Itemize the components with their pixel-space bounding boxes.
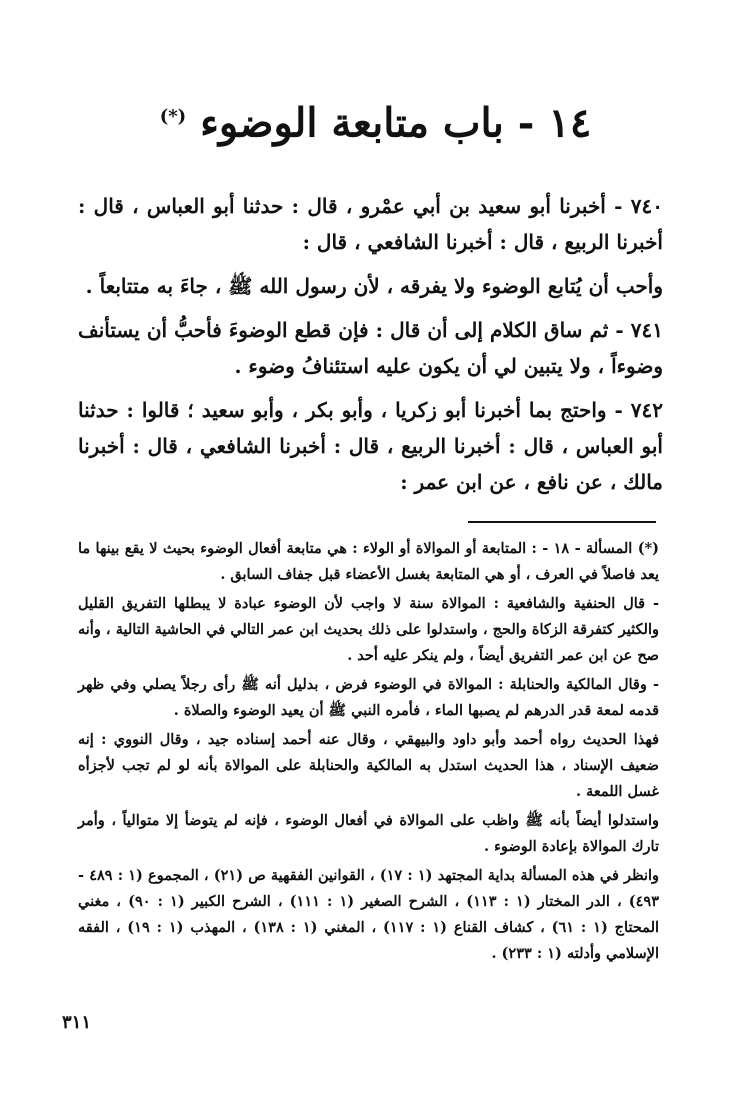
chapter-title-text: ١٤ - باب متابعة الوضوء	[200, 99, 592, 147]
paragraph-740-quote: وأحب أن يُتابع الوضوء ولا يفرقه ، لأن رسول الله ﷺ ، جاءَ به متتابعاً .	[85, 274, 663, 298]
page-number: ٣١١	[62, 1012, 92, 1033]
footnote-hadith-grading: فهذا الحديث رواه أحمد وأبو داود والبيهقي ، وقال عنه أحمد إسناده جيد ، وقال النووي : إنه ضعيف الإسناد ، هذا الحديث استدل به المالكية والحنابلة على الموالاة بأنه لو لم تجب لأجزأه غسل اللمعة .	[78, 731, 659, 800]
paragraph-741: ٧٤١ - ثم ساق الكلام إلى أن قال : فإن قطع الوضوءَ فأحبُّ أن يستأنف وضوءاً ، ولا يتبين لي أن يكون عليه استئنافُ وضوء .	[78, 318, 663, 378]
footnote-further-evidence: واستدلوا أيضاً بأنه ﷺ واظب على الموالاة في أفعال الوضوء ، فإنه لم يتوضأ إلا متوالياً ، وأمر تارك الموالاة بإعادة الوضوء .	[78, 812, 659, 855]
footnote-divider	[468, 521, 656, 523]
paragraph-742: ٧٤٢ - واحتج بما أخبرنا أبو زكريا ، وأبو بكر ، وأبو سعيد ؛ قالوا : حدثنا أبو العباس ، قال : أخبرنا الربيع ، قال : أخبرنا الشافعي ، قال : أخبرنا مالك ، عن نافع ، عن ابن عمر :	[78, 398, 663, 494]
footnotes	[78, 536, 659, 970]
chapter-title	[40, 92, 711, 148]
footnote-references: وانظر في هذه المسألة بداية المجتهد (١ : ١٧) ، القوانين الفقهية ص (٢١) ، المجموع (١ : ٤٨٩ - ٤٩٣) ، الدر المختار (١ : ١١٣) ، الشرح الصغير (١ : ١١١) ، الشرح الكبير (١ : ٩٠) ، مغني المحتاج (١ : ٦١) ، كشاف القناع (١ : ١١٧) ، المغني (١ : ١٣٨) ، المهذب (١ : ١٩) ، الفقه الإسلامي وأدلته (١ : ٢٣٣) .	[78, 867, 660, 962]
footnote-marker: (*)	[159, 106, 187, 127]
footnote-maliki-hanbali: - وقال المالكية والحنابلة : الموالاة في الوضوء فرض ، بدليل أنه ﷺ رأى رجلاً يصلي وفي ظهر قدمه لمعة قدر الدرهم لم يصبها الماء ، فأمره النبي ﷺ أن يعيد الوضوء والصلاة .	[78, 676, 659, 719]
main-text	[78, 188, 663, 506]
footnote-hanafi-shafii: - قال الحنفية والشافعية : الموالاة سنة لا واجب لأن الوضوء عبادة لا يبطلها التفريق القليل والكثير كتفرقة الزكاة والحج ، واستدلوا على ذلك بحديث ابن عمر التالي في الحاشية التالية ، وأنه صح عن ابن عمر التفريق أيضاً ، ولم ينكر عليه أحد .	[78, 595, 659, 664]
paragraph-740: ٧٤٠ - أخبرنا أبو سعيد بن أبي عمْرو ، قال : حدثنا أبو العباس ، قال : أخبرنا الربيع ، قال : أخبرنا الشافعي ، قال :	[78, 194, 663, 254]
footnote-definition: (*) المسألة - ١٨ - : المتابعة أو الموالاة أو الولاء : هي متابعة أفعال الوضوء بحيث لا يقع بينها ما يعد فاصلاً في العرف ، أو هي المتابعة بغسل الأعضاء قبل جفاف السابق .	[78, 540, 660, 583]
